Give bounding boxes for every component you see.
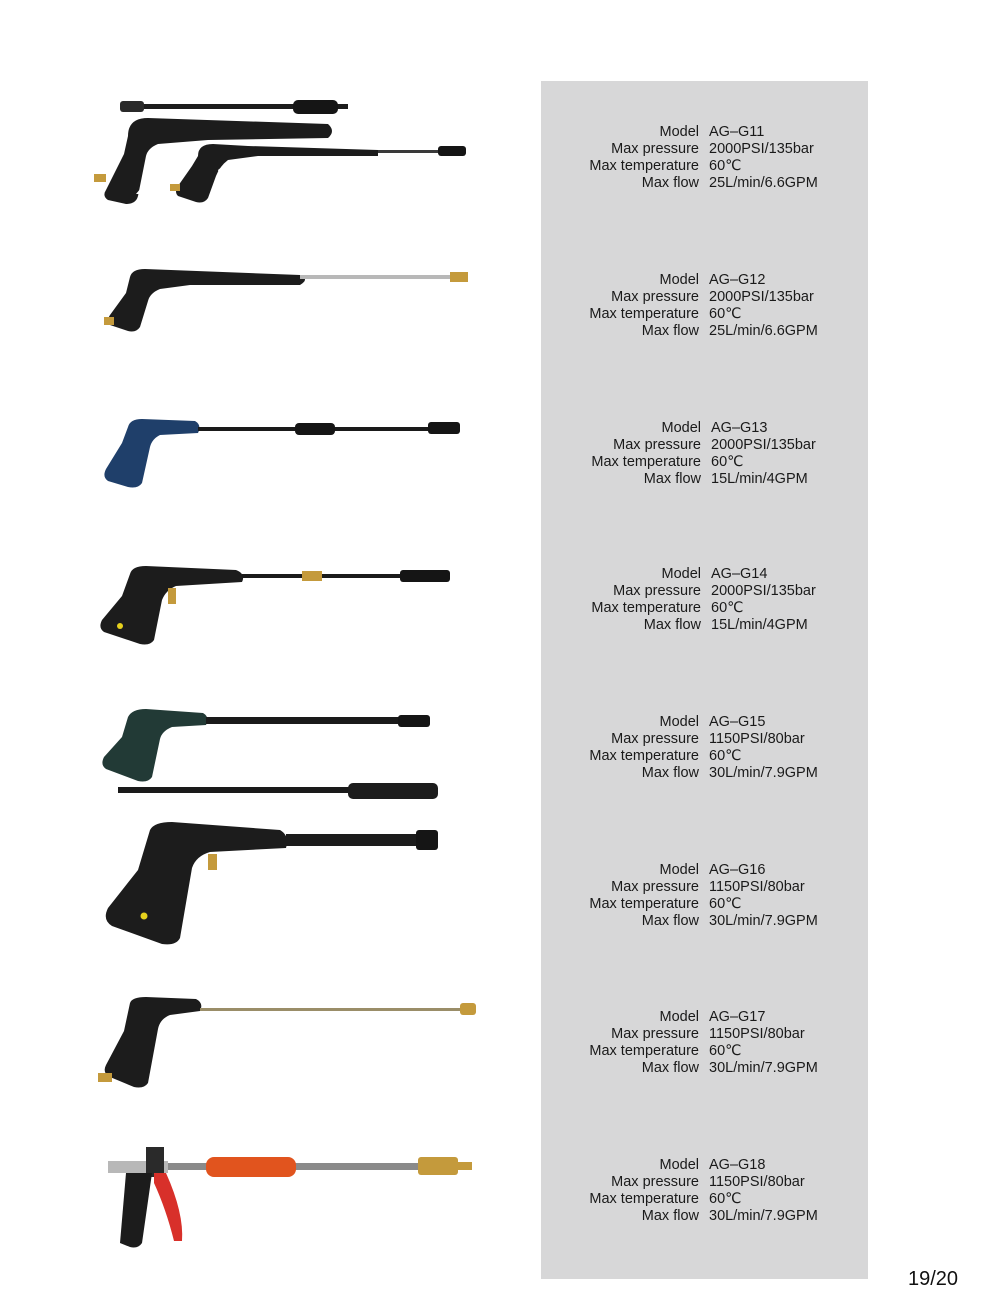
flow-value: 30L/min/7.9GPM (709, 765, 818, 781)
temperature-value: 60℃ (709, 306, 742, 322)
spec-row-pressure (560, 141, 860, 158)
flow-label: Max flow (643, 471, 701, 487)
spec-row-pressure (560, 731, 860, 748)
pressure-label: Max pressure (611, 731, 699, 747)
temperature-label: Max temperature (589, 1191, 699, 1207)
model-value: AG–G12 (709, 272, 766, 288)
temperature-label: Max temperature (591, 454, 701, 470)
spec-row-flow (560, 1208, 860, 1225)
pressure-value: 1150PSI/80bar (709, 1174, 805, 1190)
spec-block-ag-g17 (560, 1009, 860, 1077)
temperature-label: Max temperature (589, 306, 699, 322)
flow-value: 15L/min/4GPM (711, 471, 808, 487)
spec-row-flow (560, 1060, 860, 1077)
temperature-label: Max temperature (589, 158, 699, 174)
spec-block-ag-g11 (560, 124, 860, 192)
product-photo-ag-g14 (96, 560, 456, 650)
model-label: Model (659, 714, 699, 730)
flow-label: Max flow (643, 617, 701, 633)
temperature-value: 60℃ (709, 1043, 742, 1059)
spec-block-ag-g14 (562, 566, 862, 634)
model-label: Model (661, 566, 701, 582)
model-label: Model (661, 420, 701, 436)
spec-row-pressure (560, 1026, 860, 1043)
flow-label: Max flow (641, 323, 699, 339)
temperature-value: 60℃ (709, 896, 742, 912)
product-photo-ag-g18 (106, 1143, 481, 1253)
spec-row-model (562, 566, 862, 583)
pressure-value: 2000PSI/135bar (711, 437, 816, 453)
spec-row-model (560, 124, 860, 141)
pressure-label: Max pressure (611, 1026, 699, 1042)
pressure-value: 1150PSI/80bar (709, 1026, 805, 1042)
spec-row-pressure (562, 583, 862, 600)
pressure-label: Max pressure (613, 437, 701, 453)
temperature-value: 60℃ (709, 158, 742, 174)
spec-row-flow (560, 175, 860, 192)
model-label: Model (659, 272, 699, 288)
page-number: 19/20 (908, 1268, 959, 1290)
temperature-value: 60℃ (711, 454, 744, 470)
flow-value: 15L/min/4GPM (711, 617, 808, 633)
spec-row-model (560, 272, 860, 289)
pressure-value: 2000PSI/135bar (709, 141, 814, 157)
spec-row-model (562, 420, 862, 437)
spec-row-model (560, 714, 860, 731)
spec-row-flow (562, 471, 862, 488)
temperature-label: Max temperature (589, 896, 699, 912)
model-label: Model (659, 862, 699, 878)
product-photo-ag-g13 (100, 413, 470, 493)
spec-row-temperature (562, 454, 862, 471)
spec-row-flow (560, 913, 860, 930)
temperature-label: Max temperature (591, 600, 701, 616)
spec-row-pressure (560, 1174, 860, 1191)
spec-row-flow (560, 765, 860, 782)
spec-row-flow (562, 617, 862, 634)
spec-row-temperature (560, 1043, 860, 1060)
spec-row-temperature (560, 158, 860, 175)
spec-row-temperature (560, 748, 860, 765)
flow-value: 25L/min/6.6GPM (709, 175, 818, 191)
temperature-value: 60℃ (711, 600, 744, 616)
model-label: Model (659, 124, 699, 140)
temperature-label: Max temperature (589, 1043, 699, 1059)
spec-panel-background (541, 81, 868, 1279)
flow-label: Max flow (641, 175, 699, 191)
spec-row-model (560, 1157, 860, 1174)
pressure-label: Max pressure (611, 1174, 699, 1190)
pressure-label: Max pressure (611, 141, 699, 157)
flow-label: Max flow (641, 1208, 699, 1224)
temperature-value: 60℃ (709, 748, 742, 764)
spec-row-temperature (560, 306, 860, 323)
pressure-value: 1150PSI/80bar (709, 879, 805, 895)
spec-row-flow (560, 323, 860, 340)
flow-value: 30L/min/7.9GPM (709, 1208, 818, 1224)
flow-value: 30L/min/7.9GPM (709, 1060, 818, 1076)
temperature-value: 60℃ (709, 1191, 742, 1207)
product-photo-ag-g15 (98, 707, 443, 807)
pressure-value: 2000PSI/135bar (711, 583, 816, 599)
flow-label: Max flow (641, 1060, 699, 1076)
flow-value: 30L/min/7.9GPM (709, 913, 818, 929)
flow-label: Max flow (641, 765, 699, 781)
model-value: AG–G16 (709, 862, 766, 878)
spec-block-ag-g13 (562, 420, 862, 488)
pressure-label: Max pressure (611, 879, 699, 895)
flow-value: 25L/min/6.6GPM (709, 323, 818, 339)
model-label: Model (659, 1009, 699, 1025)
model-value: AG–G17 (709, 1009, 766, 1025)
spec-row-temperature (560, 1191, 860, 1208)
spec-row-model (560, 1009, 860, 1026)
temperature-label: Max temperature (589, 748, 699, 764)
pressure-value: 1150PSI/80bar (709, 731, 805, 747)
product-photo-ag-g11 (88, 96, 478, 211)
product-photo-ag-g16 (100, 820, 445, 950)
model-label: Model (659, 1157, 699, 1173)
pressure-value: 2000PSI/135bar (709, 289, 814, 305)
spec-row-pressure (562, 437, 862, 454)
model-value: AG–G11 (709, 124, 765, 140)
spec-row-temperature (562, 600, 862, 617)
spec-row-temperature (560, 896, 860, 913)
model-value: AG–G14 (711, 566, 768, 582)
model-value: AG–G13 (711, 420, 768, 436)
spec-block-ag-g15 (560, 714, 860, 782)
model-value: AG–G15 (709, 714, 766, 730)
flow-label: Max flow (641, 913, 699, 929)
product-photo-ag-g12 (100, 265, 480, 335)
spec-row-pressure (560, 289, 860, 306)
pressure-label: Max pressure (613, 583, 701, 599)
spec-row-pressure (560, 879, 860, 896)
model-value: AG–G18 (709, 1157, 766, 1173)
spec-block-ag-g12 (560, 272, 860, 340)
product-photo-ag-g17 (96, 995, 481, 1095)
pressure-label: Max pressure (611, 289, 699, 305)
spec-row-model (560, 862, 860, 879)
spec-block-ag-g16 (560, 862, 860, 930)
spec-block-ag-g18 (560, 1157, 860, 1225)
